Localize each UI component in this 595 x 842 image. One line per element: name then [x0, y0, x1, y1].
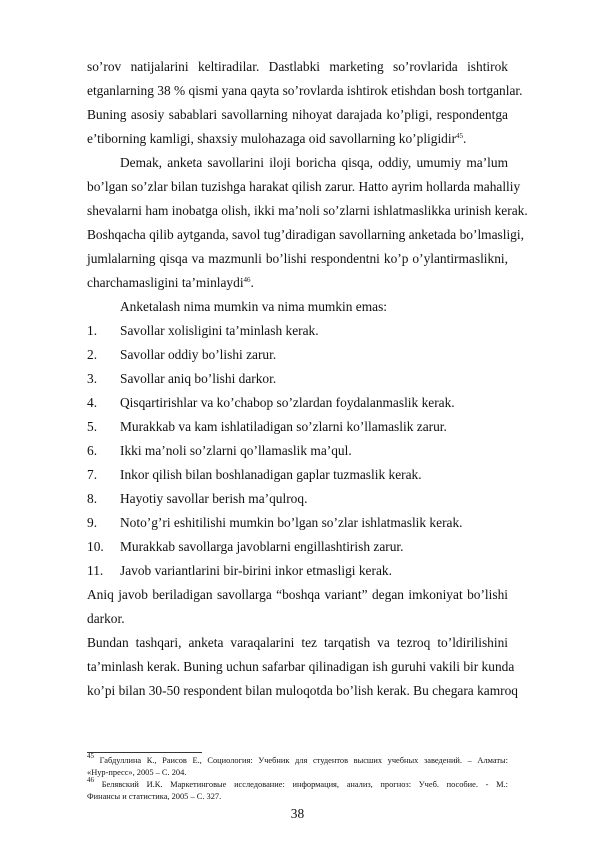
paragraph-2-line-5: jumlalarning qisqa va mazmunli bo’lishi respondentni ko’p o’ylantirmaslikni,	[87, 251, 508, 266]
footnote-46-text: Белявский И.К. Маркетинговые исследование: информация, анализ, прогноз: Учеб. пособие. - М.:	[101, 780, 509, 789]
footnote-46-line-2: Финансы и статистика, 2005 – С. 327.	[87, 792, 222, 801]
paragraph-1-end: .	[463, 131, 467, 146]
footnote-45-line-2: «Нур-пресс», 2005 – С. 204.	[87, 768, 187, 777]
list-item-number: 5.	[87, 419, 98, 434]
list-item-text: Murakkab va kam ishlatiladigan so’zlarni ko’llamaslik zarur.	[120, 419, 447, 434]
list-item-number: 6.	[87, 443, 98, 458]
list-intro: Anketalash nima mumkin va nima mumkin emas:	[120, 299, 388, 314]
page-number: 38	[290, 806, 305, 821]
list-item-text: Inkor qilish bilan boshlanadigan gaplar tuzmaslik kerak.	[120, 467, 422, 482]
list-item-text: Hayotiy savollar berish ma’qulroq.	[120, 491, 308, 506]
list-item-number: 11.	[87, 563, 104, 578]
list-item-number: 3.	[87, 371, 98, 386]
list-item-text: Savollar xolisligini ta’minlash kerak.	[120, 323, 319, 338]
paragraph-4-line-3: ko’pi bilan 30-50 respondent bilan muloqotda bo’lish kerak. Bu chegara kamroq	[87, 683, 518, 698]
paragraph-3-line-1: Aniq javob beriladigan savollarga “boshqa variant” degan imkoniyat bo’lishi	[87, 587, 508, 602]
paragraph-4-line-2: ta’minlash kerak. Buning uchun safarbar qilinadigan ish guruhi vakili bir kunda	[87, 659, 515, 674]
list-item-number: 2.	[87, 347, 98, 362]
footnote-ref-45[interactable]: 45	[456, 132, 464, 140]
list-item-text: Savollar aniq bo’lishi darkor.	[120, 371, 277, 386]
list-item-number: 1.	[87, 323, 98, 338]
list-item-text: Qisqartirishlar va ko’chabop so’zlardan foydalanmaslik kerak.	[120, 395, 455, 410]
list-item-number: 4.	[87, 395, 98, 410]
footnote-45-text: Габдуллина К., Раисов Е., Социология: Учебник для студентов высших учебных заведений. – Алматы:	[99, 756, 508, 765]
footnote-ref-46[interactable]: 46	[243, 276, 251, 284]
list-item-text: Savollar oddiy bo’lishi zarur.	[120, 347, 277, 362]
list-item-number: 10.	[87, 539, 104, 554]
paragraph-2-line-3: shevalarni ham inobatga olish, ikki ma’noli so’zlarni ishlatmaslikka urinish kerak.	[87, 203, 528, 218]
list-item-text: Noto’g’ri eshitilishi mumkin bo’lgan so’zlar ishlatmaslik kerak.	[120, 515, 463, 530]
paragraph-1-line-2: etganlarning 38 % qismi yana qayta so’rovlarda ishtirok etishdan bosh tortganlar.	[87, 83, 523, 98]
list-item-number: 9.	[87, 515, 98, 530]
list-item-text: Javob variantlarini bir-birini inkor etmasligi kerak.	[120, 563, 392, 578]
paragraph-3-line-2: darkor.	[87, 611, 125, 626]
paragraph-2-line-6-text: charchamasligini ta’minlaydi	[87, 275, 244, 290]
list-item-number: 7.	[87, 467, 98, 482]
paragraph-1-line-3: Buning asosiy sabablari savollarning nihoyat darajada ko’pligi, respondentga	[87, 107, 508, 122]
paragraph-2-line-4: Boshqacha qilib aytganda, savol tug’diradigan savollarning anketada bo’lmasligi,	[87, 227, 524, 242]
footnote-46-marker: 46	[87, 776, 94, 784]
list-item-text: Ikki ma’noli so’zlarni qo’llamaslik ma’qul.	[120, 443, 352, 458]
paragraph-2-line-2: bo’lgan so’zlar bilan tuzishga harakat qilish zarur. Hatto ayrim hollarda mahalliy	[87, 179, 521, 194]
footnote-separator	[87, 752, 202, 753]
paragraph-2-end: .	[250, 275, 254, 290]
paragraph-1-line-4-text: e’tiborning kamligi, shaxsiy mulohazaga oid savollarning ko’pligidir	[87, 131, 457, 146]
footnote-45	[87, 752, 508, 767]
paragraph-4-line-1: Bundan tashqari, anketa varaqalarini tez tarqatish va tezroq to’ldirilishini	[87, 635, 508, 650]
list-item-text: Murakkab savollarga javoblarni engillashtirish zarur.	[120, 539, 404, 554]
footnote-45-marker: 45	[87, 752, 94, 760]
list-item-number: 8.	[87, 491, 98, 506]
footnote-46	[87, 776, 509, 791]
paragraph-2-line-6	[87, 271, 508, 295]
paragraph-2-line-1: Demak, anketa savollarini iloji boricha qisqa, oddiy, umumiy ma’lum	[120, 155, 508, 170]
paragraph-1-line-4	[87, 127, 508, 151]
paragraph-1-line-1: so’rov natijalarini keltiradilar. Dastlabki marketing so’rovlarida ishtirok	[87, 59, 508, 74]
